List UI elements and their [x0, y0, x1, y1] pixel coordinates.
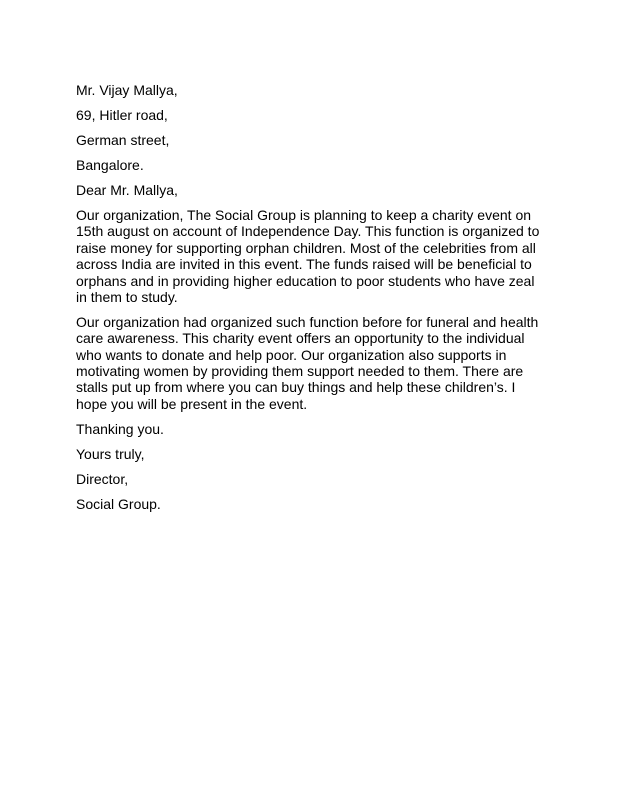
paragraph-line: raise money for supporting orphan children. Most of the celebrities from all [76, 239, 536, 256]
closing-thanks: Thanking you. [76, 420, 164, 437]
paragraph-line: Our organization, The Social Group is planning to keep a charity event on [76, 206, 532, 223]
paragraph-line: orphans and in providing higher education to poor students who have zeal [76, 272, 535, 289]
body-paragraph-2 [76, 314, 568, 412]
paragraph-line: across India are invited in this event. The funds raised will be beneficial to [76, 256, 532, 273]
paragraph-line: stalls put up from where you can buy things and help these children’s. I [76, 379, 516, 396]
paragraph-line: Our organization had organized such function before for funeral and health [76, 313, 539, 330]
signer-organization: Social Group. [76, 495, 161, 512]
closing-block [76, 421, 568, 513]
paragraph-line: 15th august on account of Independence Day. This function is organized to [76, 223, 540, 240]
signer-title: Director, [76, 470, 129, 487]
recipient-address [76, 82, 568, 174]
address-line-name: Mr. Vijay Mallya, [76, 82, 178, 98]
paragraph-line: motivating women by providing them support needed to them. There are [76, 362, 524, 379]
letter-page [76, 82, 568, 521]
address-line-city: Bangalore. [76, 156, 144, 173]
paragraph-line: care awareness. This charity event offers an opportunity to the individual [76, 330, 525, 347]
salutation: Dear Mr. Mallya, [76, 181, 178, 198]
address-line-street: German street, [76, 131, 170, 148]
address-line-road: 69, Hitler road, [76, 106, 168, 123]
paragraph-line: in them to study. [76, 288, 178, 305]
closing-sign-off: Yours truly, [76, 445, 145, 462]
paragraph-line: hope you will be present in the event. [76, 395, 308, 412]
body-paragraph-1 [76, 207, 568, 305]
paragraph-line: who wants to donate and help poor. Our organization also supports in [76, 346, 507, 363]
